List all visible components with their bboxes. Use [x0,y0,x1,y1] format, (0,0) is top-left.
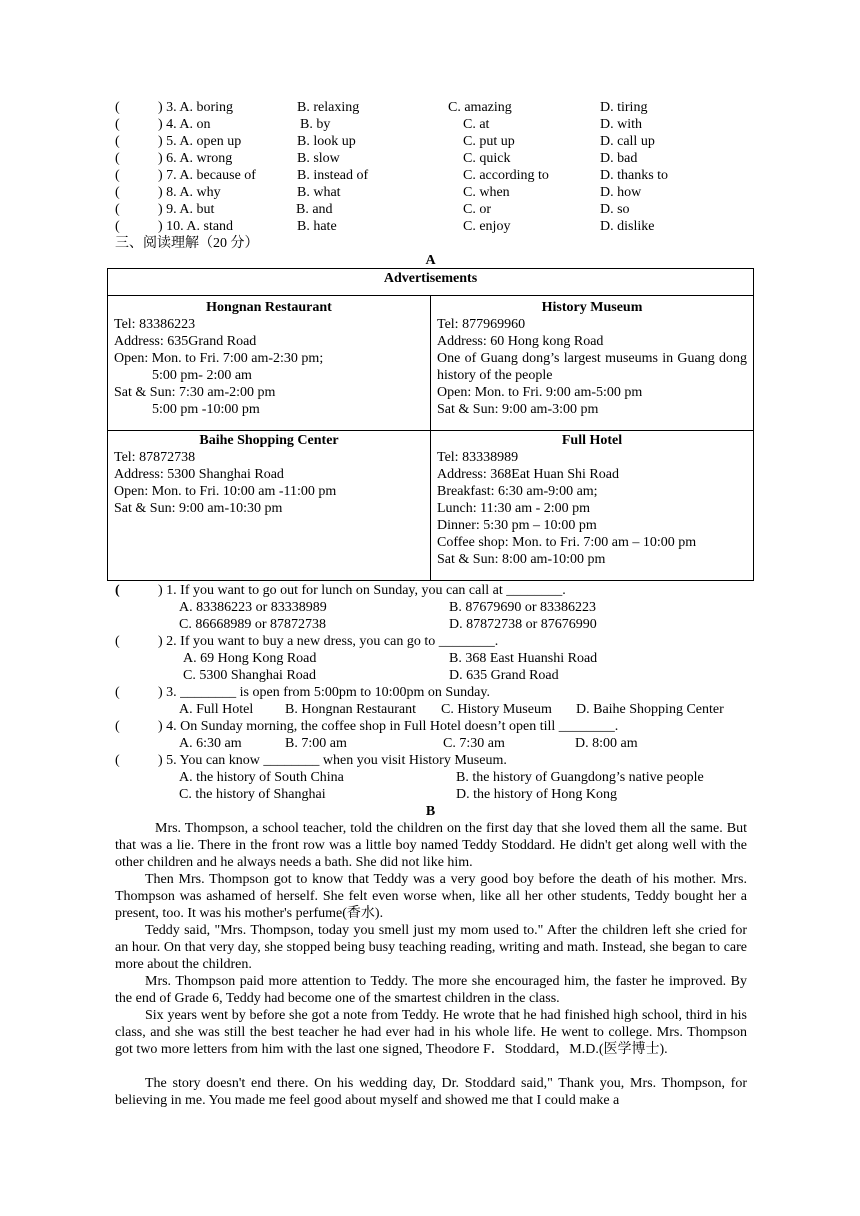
option-b: B. look up [297,134,356,149]
option-b: B. instead of [297,168,369,183]
cell-line: Sat & Sun: 7:30 am-2:00 pm [114,385,276,400]
cell-title: Hongnan Restaurant [206,300,332,315]
option-a: ) 10. A. stand [158,219,234,234]
option-b: B. Hongnan Restaurant [285,702,417,717]
cell-title: History Museum [541,300,643,315]
option-b: B. hate [297,219,337,234]
question-stem: ) 3. ________ is open from 5:00pm to 10:00pm on Sunday. [158,685,490,700]
advertisements-table [107,268,754,581]
option-d: D. 635 Grand Road [449,668,559,683]
cell-line: Address: 60 Hong kong Road [437,334,604,349]
answer-bracket: ( [115,753,120,768]
option-c: C. at [463,117,490,132]
option-b: B. 368 East Huanshi Road [449,651,598,666]
answer-bracket: ( [115,219,120,234]
answer-bracket: ( [115,202,120,217]
cloze-row [115,218,775,235]
hongnan-restaurant-cell [108,296,431,431]
option-d: D. the history of Hong Kong [456,787,617,802]
cell-line: Breakfast: 6:30 am-9:00 am; [437,484,598,499]
cell-line: Address: 5300 Shanghai Road [114,467,284,482]
option-c: C. 86668989 or 87872738 [179,617,326,632]
cell-line: One of Guang dong’s largest museums in Guang dong history of the people [437,351,747,383]
option-c: C. quick [463,151,511,166]
baihe-shopping-cell [108,431,431,581]
cell-line: Lunch: 11:30 am - 2:00 pm [437,501,591,516]
option-b: B. 87679690 or 83386223 [449,600,596,615]
passage-paragraph: Mrs. Thompson paid more attention to Teddy. The more she encouraged him, the faster he improved. By the end of Grade 6, Teddy had become one of the smartest children in the class. [115,974,747,1006]
answer-bracket: ( [115,168,120,183]
answer-bracket: ( [115,685,120,700]
section-title: 三、阅读理解（20 分） [115,236,259,251]
cell-line: Dinner: 5:30 pm – 10:00 pm [437,518,597,533]
option-c: C. 5300 Shanghai Road [183,668,316,683]
option-a: ) 7. A. because of [158,168,256,183]
option-b: B. the history of Guangdong’s native people [456,770,704,785]
option-d: D. so [600,202,630,217]
passage-paragraph: The story doesn't end there. On his wedding day, Dr. Stoddard said," Thank you, Mrs. Thompson, for believing in me. You made me feel good about myself and showed me that I could make a [115,1076,747,1108]
answer-bracket: ( [115,583,120,598]
cell-line: Tel: 87872738 [114,450,196,465]
option-d: D. bad [600,151,638,166]
cell-line: Open: Mon. to Fri. 10:00 am -11:00 pm [114,484,337,499]
option-d: D. Baihe Shopping Center [576,702,724,717]
option-c: C. 7:30 am [443,736,505,751]
option-c: C. or [463,202,491,217]
cell-line: Open: Mon. to Fri. 7:00 am-2:30 pm; [114,351,324,366]
cell-line: Tel: 877969960 [437,317,526,332]
option-d: D. call up [600,134,655,149]
option-c: C. amazing [448,100,512,115]
cell-line: Address: 635Grand Road [114,334,257,349]
question-stem: ) 5. You can know ________ when you visit History Museum. [158,753,507,768]
question-stem: ) 2. If you want to buy a new dress, you can go to ________. [158,634,499,649]
answer-bracket: ( [115,151,120,166]
part-b-heading: B [425,804,436,819]
question-stem: ) 1. If you want to go out for lunch on Sunday, you can call at ________. [158,583,566,598]
full-hotel-cell [431,431,754,581]
cloze-row [115,99,775,116]
passage-paragraph: Then Mrs. Thompson got to know that Teddy was a very good boy before the death of his mother. Mrs. Thompson was ashamed of herself. She felt even worse when, like all her other students, Teddy bought her a present, too. It was his mother's perfume(香水). [115,872,747,921]
cell-line: Address: 368Eat Huan Shi Road [437,467,619,482]
option-b: B. slow [297,151,340,166]
cell-line: 5:00 pm -10:00 pm [152,402,260,417]
answer-bracket: ( [115,185,120,200]
answer-bracket: ( [115,134,120,149]
cell-line: Tel: 83338989 [437,450,519,465]
cell-line: Tel: 83386223 [114,317,196,332]
option-d: D. with [600,117,642,132]
option-b: B. 7:00 am [285,736,347,751]
option-d: D. dislike [600,219,655,234]
cloze-row [115,116,775,133]
option-a: ) 9. A. but [158,202,215,217]
cell-line: Open: Mon. to Fri. 9:00 am-5:00 pm [437,385,643,400]
option-d: D. tiring [600,100,648,115]
option-d: D. how [600,185,642,200]
part-a-heading: A [425,253,436,268]
answer-bracket: ( [115,719,120,734]
cell-line: Sat & Sun: 8:00 am-10:00 pm [437,552,606,567]
option-d: D. 8:00 am [575,736,638,751]
answer-bracket: ( [115,100,120,115]
option-a: ) 8. A. why [158,185,221,200]
option-b: B. what [297,185,341,200]
option-b: B. by [300,117,331,132]
cell-title: Full Hotel [561,433,623,448]
option-a: A. Full Hotel [179,702,254,717]
cloze-row [115,184,775,201]
history-museum-cell [431,296,754,431]
answer-bracket: ( [115,634,120,649]
option-c: C. according to [463,168,549,183]
passage-paragraph: Mrs. Thompson, a school teacher, told the children on the first day that she loved them all the same. But that was a lie. There in the front row was a little boy named Teddy Stoddard. He didn't get along well with the other children and he always needs a bath. She did not like him. [115,821,747,870]
option-b: B. and [296,202,333,217]
cell-line: Sat & Sun: 9:00 am-10:30 pm [114,501,283,516]
option-c: C. when [463,185,510,200]
cloze-row [115,150,775,167]
table-header: Advertisements [108,269,754,296]
cloze-row [115,201,775,218]
option-a: ) 4. A. on [158,117,211,132]
option-a: A. 83386223 or 83338989 [179,600,327,615]
option-a: ) 6. A. wrong [158,151,233,166]
cell-title: Baihe Shopping Center [199,433,339,448]
passage-paragraph: Teddy said, "Mrs. Thompson, today you smell just my mom used to." After the children left she cried for an hour. On that very day, she stopped being busy teaching reading, writing and math. Instead, she began to care more about the children. [115,923,747,972]
option-a: ) 5. A. open up [158,134,242,149]
question-stem: ) 4. On Sunday morning, the coffee shop in Full Hotel doesn’t open till ________. [158,719,619,734]
option-c: C. put up [463,134,515,149]
option-d: D. 87872738 or 87676990 [449,617,597,632]
passage-paragraph: Six years went by before she got a note from Teddy. He wrote that he had finished high school, third in his class, and she was still the best teacher he had ever had in his whole life. He went to college. Mrs. Thompson got two more letters from him with the last one signed, Theodore F．Stoddard，M.D.(医学博士). [115,1008,747,1057]
cloze-row [115,167,775,184]
cell-line: 5:00 pm- 2:00 am [152,368,252,383]
option-a: ) 3. A. boring [158,100,234,115]
cell-line: Coffee shop: Mon. to Fri. 7:00 am – 10:00 pm [437,535,697,550]
option-a: A. 69 Hong Kong Road [183,651,317,666]
answer-bracket: ( [115,117,120,132]
option-b: B. relaxing [297,100,360,115]
cell-line: Sat & Sun: 9:00 am-3:00 pm [437,402,599,417]
option-c: C. the history of Shanghai [179,787,326,802]
option-d: D. thanks to [600,168,669,183]
option-a: A. 6:30 am [179,736,242,751]
option-c: C. enjoy [463,219,511,234]
cloze-row [115,133,775,150]
option-c: C. History Museum [441,702,552,717]
option-a: A. the history of South China [179,770,344,785]
